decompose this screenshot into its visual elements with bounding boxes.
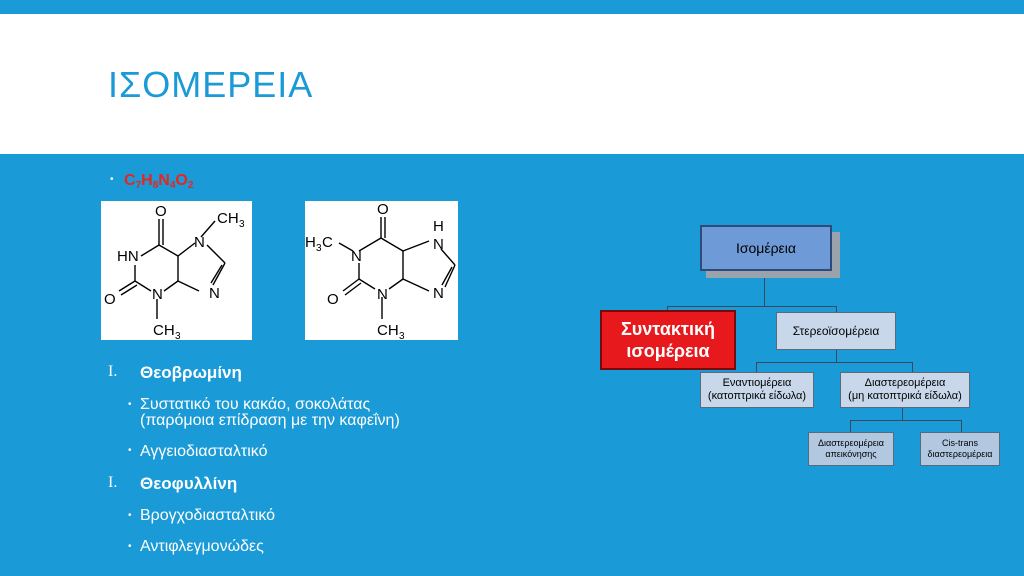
diastereo-line2: (μη κατοπτρικά είδωλα)	[848, 390, 962, 402]
conformational-diastereomers-box	[808, 432, 894, 466]
svg-text:CH: CH	[377, 322, 399, 339]
conform-line1: Διαστερεομέρεια	[817, 438, 884, 448]
svg-text:O: O	[155, 203, 167, 220]
svg-text:O: O	[104, 291, 116, 308]
svg-text:N: N	[194, 234, 205, 251]
structural-line2: ισομέρεια	[626, 341, 710, 361]
svg-text:3: 3	[175, 331, 181, 340]
svg-text:3: 3	[239, 219, 245, 230]
connector	[667, 306, 837, 307]
list-number-2: I.	[108, 474, 118, 491]
isomerism-diagram	[596, 222, 1006, 472]
connector	[850, 420, 851, 432]
bullet-dot: •	[110, 174, 114, 185]
svg-text:N: N	[152, 286, 163, 303]
enantio-line1: Εναντιομέρεια	[722, 377, 792, 389]
list-item-theobromine: Θεοβρωμίνη	[140, 363, 242, 382]
svg-text:HN: HN	[117, 248, 139, 265]
cis-trans-box	[920, 432, 1000, 466]
svg-text:N: N	[351, 248, 362, 265]
stereoisomerism-label: Στερεοϊσομέρεια	[792, 323, 880, 338]
svg-text:C: C	[322, 234, 333, 251]
svg-text:O: O	[377, 201, 389, 218]
stereoisomerism-box	[776, 312, 896, 350]
svg-text:N: N	[209, 285, 220, 302]
svg-text:H: H	[305, 234, 316, 251]
list-subitem-bronchodilator: Βρογχοδιασταλτικό	[140, 507, 276, 524]
theophylline-structure	[305, 201, 458, 340]
connector	[756, 362, 757, 372]
list-item-theophylline: Θεοφυλλίνη	[140, 474, 238, 493]
isomerism-root-box	[700, 225, 832, 271]
diastereomers-box	[840, 372, 970, 408]
svg-text:N: N	[433, 236, 444, 253]
list-subitem-cocoa-line1: Συστατικό του κακάο, σοκολάτας	[140, 396, 371, 413]
conform-line2: απεικόνησης	[825, 449, 877, 459]
enantio-line2: (κατοπτρικά είδωλα)	[707, 390, 807, 402]
bullet-dot: •	[128, 510, 132, 521]
isomerism-root-label: Ισομέρεια	[735, 239, 797, 256]
svg-text:CH: CH	[217, 210, 239, 227]
diastereo-line1: Διαστερεομέρεια	[864, 377, 946, 389]
svg-text:H: H	[433, 218, 444, 235]
list-number-1: I.	[108, 363, 118, 380]
connector	[912, 362, 913, 372]
svg-text:O: O	[327, 291, 339, 308]
cistrans-line2: διαστερεομέρεια	[927, 449, 993, 459]
list-subitem-vasodilator: Αγγειοδιασταλτικό	[140, 443, 268, 460]
svg-text:CH: CH	[153, 322, 175, 339]
connector	[850, 420, 962, 421]
molecular-formula: $C_7H_8N_4O_2$	[124, 172, 194, 191]
svg-text:N: N	[433, 285, 444, 302]
connector	[902, 408, 903, 420]
top-accent-bar	[0, 0, 1024, 14]
cistrans-line1: Cis-trans	[941, 438, 978, 448]
enantiomers-box	[700, 372, 814, 408]
bullet-dot: •	[128, 541, 132, 552]
structural-isomerism-box	[600, 310, 736, 370]
list-subitem-cocoa-line2: (παρόμοια επίδραση με την καφεΐνη)	[140, 412, 400, 429]
structural-line1: Συντακτική	[621, 319, 715, 339]
connector	[836, 350, 837, 362]
list-subitem-anti-inflammatory: Αντιφλεγμονώδες	[140, 538, 264, 555]
slide-title: ΙΣΟΜΕΡΕΙΑ	[108, 64, 314, 105]
connector	[756, 362, 912, 363]
svg-text:3: 3	[316, 243, 322, 254]
svg-text:N: N	[377, 286, 388, 303]
connector	[961, 420, 962, 432]
bullet-dot: •	[128, 399, 132, 410]
bullet-dot: •	[128, 445, 132, 456]
theobromine-structure	[101, 201, 252, 340]
svg-text:3: 3	[399, 331, 405, 340]
